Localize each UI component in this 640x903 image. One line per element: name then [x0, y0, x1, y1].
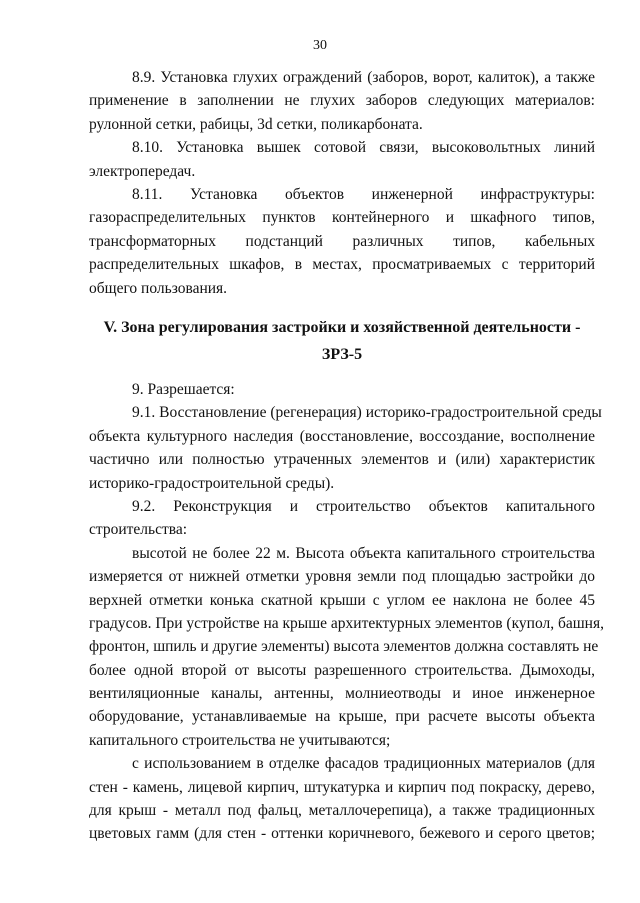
- paragraph-9-1-line-4: историко-градостроительной среды).: [89, 474, 335, 492]
- paragraph-8-11-line-3: трансформаторных подстанций различных типов, кабельных: [89, 232, 595, 250]
- paragraph-materials-line-3: для крыш - металл под фальц, металлочерепица), а также традиционных: [89, 802, 595, 820]
- paragraph-materials-line-2: стен - камень, лицевой кирпич, штукатурка и кирпич под покраску, дерево,: [89, 778, 595, 796]
- section-8-items: [89, 66, 595, 300]
- page-number: 30: [313, 38, 327, 53]
- paragraph-height-line-2: измеряется от нижней отметки уровня земли под площадью застройки до: [89, 568, 595, 586]
- paragraph-height-line-3: верхней отметки конька скатной крыши с углом ее наклона не более 45: [89, 591, 595, 609]
- paragraph-9-1-line-2: объекта культурного наследия (восстановление, воссоздание, восполнение: [89, 427, 595, 445]
- paragraph-height-line-8: оборудование, устанавливаемые на крыше, при расчете высоты объекта: [89, 708, 595, 726]
- paragraph-8-9-line-1: 8.9. Установка глухих ограждений (заборов, ворот, калиток), а также: [132, 69, 595, 86]
- paragraph-height-line-9: капитального строительства не учитываются;: [89, 731, 391, 749]
- paragraph-8-10-line-1: 8.10. Установка вышек сотовой связи, высоковольтных линий: [132, 139, 595, 157]
- paragraph-8-9-line-2: применение в заполнении не глухих заборов следующих материалов:: [89, 92, 595, 110]
- paragraph-9-heading: 9. Разрешается:: [132, 381, 235, 398]
- paragraph-materials-line-1: с использованием в отделке фасадов традиционных материалов (для: [132, 755, 595, 773]
- paragraph-height-line-4: градусов. При устройстве на крыше архитектурных элементов (купол, башня,: [89, 614, 604, 632]
- section-heading: [89, 314, 595, 368]
- paragraph-8-11-line-1: 8.11. Установка объектов инженерной инфраструктуры:: [132, 185, 595, 203]
- paragraph-9-1-line-3: частично или полностью утраченных элементов и (или) характеристик: [89, 451, 595, 469]
- paragraph-9-1-line-1: 9.1. Восстановление (регенерация) историко-градостроительной среды: [132, 404, 602, 422]
- paragraph-9-2-line-2: строительства:: [89, 521, 188, 539]
- paragraph-8-10-line-2: электропередач.: [89, 162, 196, 180]
- paragraph-height-line-6: более одной второй от высоты разрешенного строительства. Дымоходы,: [89, 661, 595, 679]
- paragraph-9-2-line-1: 9.2. Реконструкция и строительство объектов капитального: [132, 497, 595, 515]
- paragraph-height-line-5: фронтон, шпиль и другие элементы) высота элементов должна составлять не: [89, 638, 599, 656]
- section-heading-line-1: V. Зона регулирования застройки и хозяйственной деятельности -: [103, 319, 581, 336]
- section-heading-line-2: ЗРЗ-5: [321, 346, 363, 363]
- paragraph-8-9-line-3: рулонной сетки, рабицы, 3d сетки, поликарбоната.: [89, 115, 423, 133]
- paragraph-8-11-line-5: общего пользования.: [89, 279, 228, 297]
- paragraph-materials-line-4: цветовых гамм (для стен - оттенки коричневого, бежевого и серого цветов;: [89, 825, 595, 843]
- paragraph-height-line-7: вентиляционные каналы, антенны, молниеотводы и иное инженерное: [89, 685, 595, 703]
- paragraph-8-11-line-4: распределительных шкафов, в местах, просматриваемых с территорий: [89, 256, 595, 274]
- paragraph-height-line-1: высотой не более 22 м. Высота объекта капитального строительства: [132, 544, 595, 562]
- section-9: [89, 378, 604, 846]
- paragraph-8-11-line-2: газораспределительных пунктов контейнерного и шкафного типов,: [89, 209, 595, 227]
